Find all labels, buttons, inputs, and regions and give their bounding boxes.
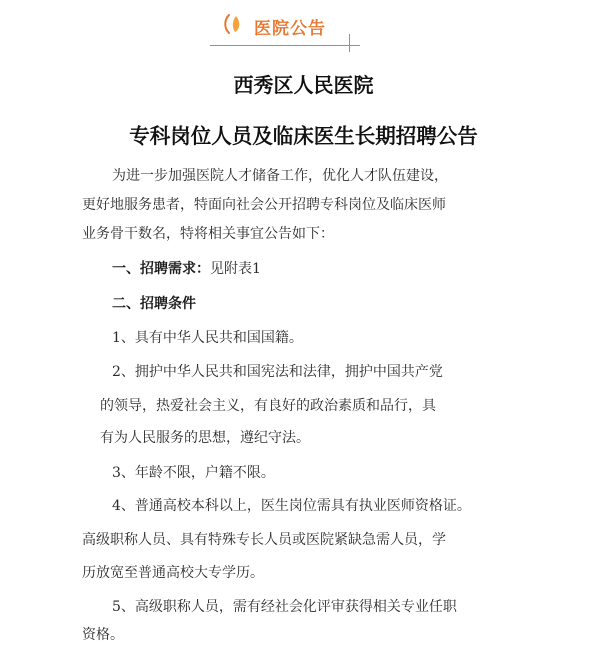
intro-line-2: 更好地服务患者，特面向社会公开招聘专科岗位及临床医师 <box>82 197 446 213</box>
section-2-heading: 二、招聘条件 <box>112 296 196 312</box>
condition-1: 1、具有中华人民共和国国籍。 <box>112 330 303 346</box>
intro-line-1: 为进一步加强医院人才储备工作，优化人才队伍建设， <box>112 168 448 184</box>
condition-3: 3、年龄不限，户籍不限。 <box>112 465 275 481</box>
condition-5-line-1: 5、高级职称人员，需有经社会化评审获得相关专业任职 <box>112 599 457 615</box>
announcement-banner <box>210 8 360 52</box>
section-1-text: 见附表1 <box>210 261 261 277</box>
condition-4-line-2: 高级职称人员、具有特殊专长人员或医院紧缺急需人员，学 <box>82 532 446 548</box>
paren-drop-icon <box>222 13 244 35</box>
hospital-title: 西秀区人民医院 <box>233 73 374 97</box>
banner-tick <box>349 34 350 52</box>
condition-2-line-1: 2、拥护中华人民共和国宪法和法律，拥护中国共产党 <box>112 364 443 380</box>
banner-title: 医院公告 <box>254 19 326 39</box>
section-1-heading: 一、招聘需求： <box>112 261 210 277</box>
condition-4-line-1: 4、普通高校本科以上，医生岗位需具有执业医师资格证。 <box>112 498 471 514</box>
condition-4-line-3: 历放宽至普通高校大专学历。 <box>82 565 264 581</box>
banner-underline <box>210 45 360 46</box>
condition-5-line-2: 资格。 <box>82 627 124 643</box>
condition-2-line-3: 有为人民服务的思想，遵纪守法。 <box>100 430 310 446</box>
section-1 <box>112 259 261 279</box>
intro-line-3: 业务骨干数名，特将相关事宜公告如下： <box>82 226 334 242</box>
announcement-title: 专科岗位人员及临床医生长期招聘公告 <box>129 124 478 148</box>
condition-2-line-2: 的领导，热爱社会主义，有良好的政治素质和品行，具 <box>100 398 436 414</box>
